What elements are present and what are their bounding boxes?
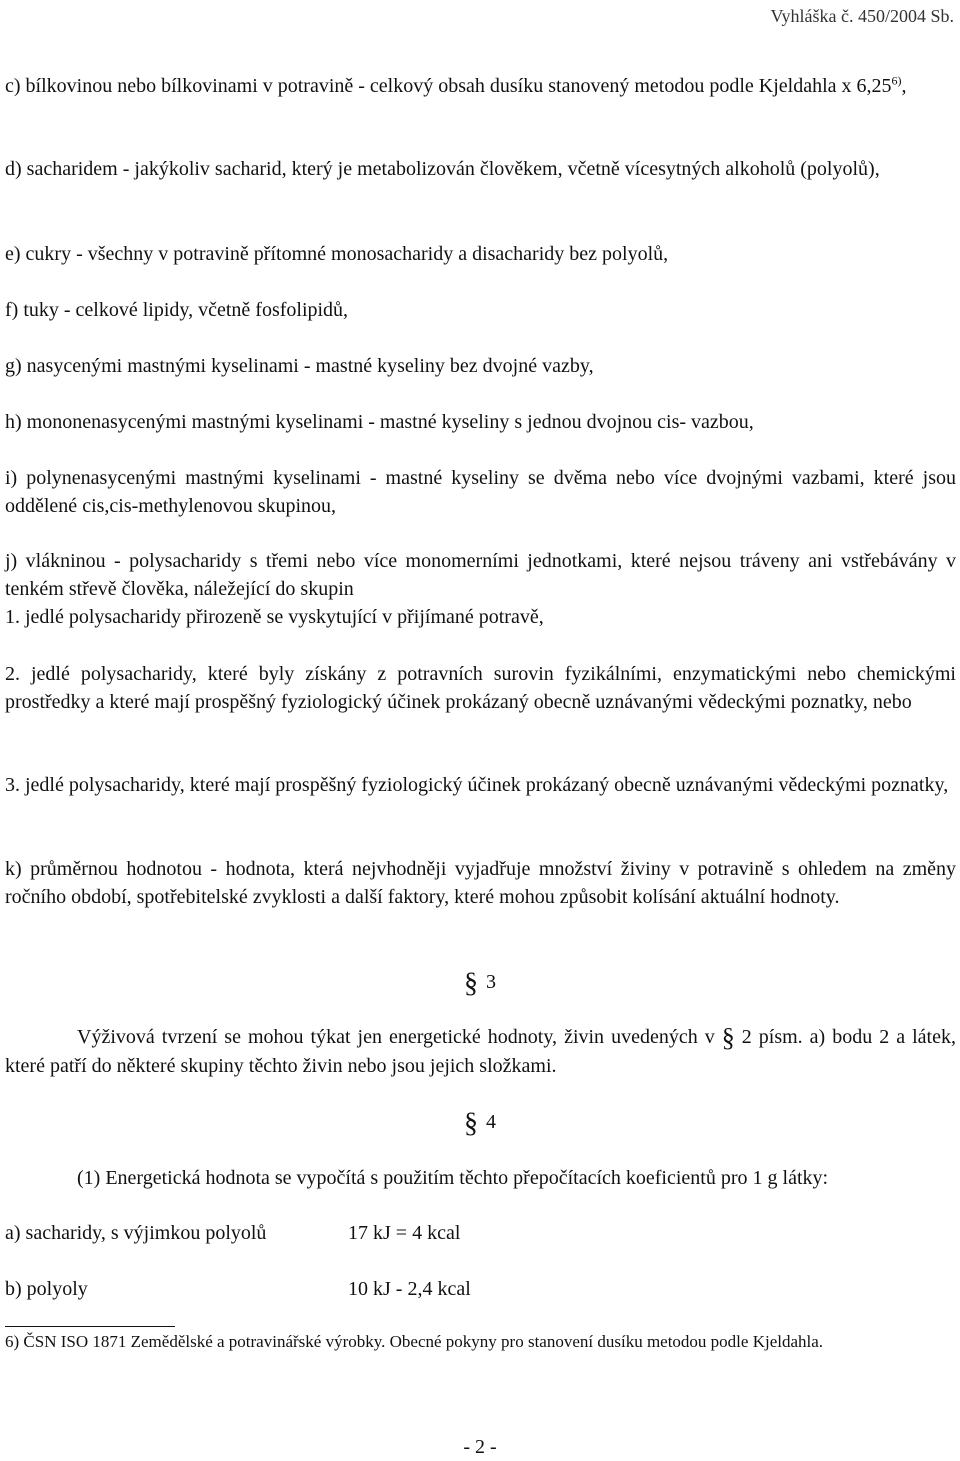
footnote-ref: 6) (891, 73, 902, 88)
section-3-text-part2: 2 písm. a) bodu 2 a látek, které patří do některé skupiny těchto živin nebo jsou jejich složkami. (5, 1026, 956, 1077)
definition-d: d) sacharidem - jakýkoliv sacharid, který je metabolizován člověkem, včetně vícesytných alkoholů (polyolů), (5, 158, 880, 180)
section-symbol: § (464, 1108, 478, 1139)
definition-h: h) mononenasycenými mastnými kyselinami - mastné kyseliny s jednou dvojnou cis- vazbou, (5, 411, 754, 433)
section-symbol: § (464, 968, 478, 999)
definition-j: j) vlákninou - polysacharidy s třemi nebo více monomerními jednotkami, které nejsou tráveny ani vstřebávány v tenkém střevě člověka, náležející do skupin (5, 550, 956, 600)
definition-i: i) polynenasycenými mastnými kyselinami - mastné kyseliny se dvěma nebo více dvojnými vazbami, které jsou oddělené cis,cis-methylenovou skupinou, (5, 467, 956, 517)
definition-c-text: c) bílkovinou nebo bílkovinami v potravině - celkový obsah dusíku stanovený metodou podle Kjeldahla x 6,25 (5, 75, 892, 97)
footnote-separator (5, 1326, 175, 1327)
definition-j1: 1. jedlé polysacharidy přirozeně se vyskytující v přijímané potravě, (5, 606, 544, 628)
section-4-heading (0, 1108, 960, 1138)
coefficient-value: 10 kJ - 2,4 kcal (348, 1278, 471, 1300)
definition-f: f) tuky - celkové lipidy, včetně fosfolipidů, (5, 299, 349, 321)
coefficient-row (5, 1219, 705, 1247)
definition-k: k) průměrnou hodnotou - hodnota, která nejvhodněji vyjadřuje množství živiny v potravině s ohledem na změny ročního období, spotřebitelské zvyklosti a další faktory, které mohou způsobit kolísání aktuální hodnoty. (5, 858, 956, 908)
definition-g: g) nasycenými mastnými kyselinami - mastné kyseliny bez dvojné vazby, (5, 355, 594, 377)
section-3-heading (0, 968, 960, 998)
coefficient-label: b) polyoly (5, 1278, 88, 1300)
definition-e: e) cukry - všechny v potravině přítomné monosacharidy a disacharidy bez polyolů, (5, 243, 669, 265)
document-header: Vyhláška č. 450/2004 Sb. (770, 6, 954, 26)
coefficient-row (5, 1275, 705, 1303)
section-4-text: (1) Energetická hodnota se vypočítá s použitím těchto přepočítacích koeficientů pro 1 g látky: (77, 1167, 829, 1189)
coefficient-label: a) sacharidy, s výjimkou polyolů (5, 1222, 267, 1244)
definition-j3: 3. jedlé polysacharidy, které mají prospěšný fyziologický účinek prokázaný obecně uznávanými vědeckými poznatky, (5, 774, 949, 796)
section-3-text-part1: Výživová tvrzení se mohou týkat jen energetické hodnoty, živin uvedených v (77, 1026, 722, 1048)
page-number: - 2 - (463, 1436, 497, 1458)
definition-j2: 2. jedlé polysacharidy, které byly získány z potravních surovin fyzikálními, enzymatickými nebo chemickými prostředky a které mají prospěšný fyziologický účinek prokázaný obecně uznávanými vědeckými poznatky, nebo (5, 663, 956, 713)
section-3-text (5, 1023, 956, 1080)
footnote: 6) ČSN ISO 1871 Zemědělské a potravinářské výrobky. Obecné pokyny pro stanovení dusíku metodou podle Kjeldahla. (5, 1332, 824, 1351)
section-number: 4 (486, 1111, 496, 1133)
definition-c (5, 72, 956, 100)
definition-c-end: , (901, 75, 907, 97)
section-ref-symbol: § (721, 1023, 735, 1052)
section-number: 3 (486, 971, 496, 993)
coefficient-value: 17 kJ = 4 kcal (348, 1222, 461, 1244)
